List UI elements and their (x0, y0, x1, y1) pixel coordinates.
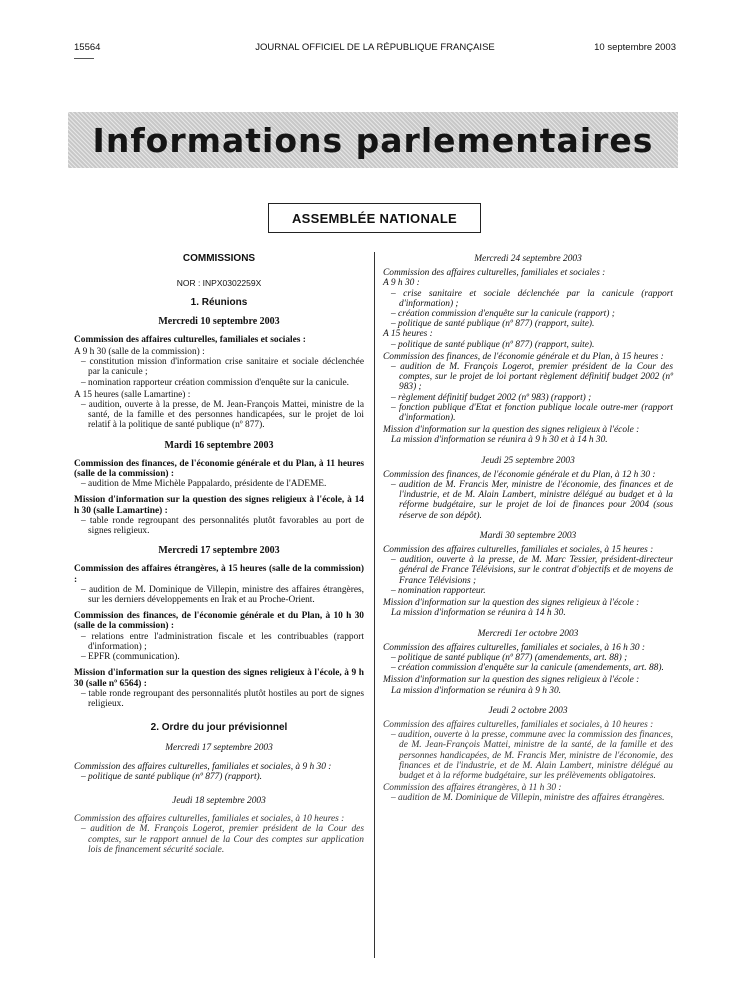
agenda-item: – audition de Mme Michèle Pappalardo, présidente de l'ADEME. (81, 479, 327, 490)
agenda-item: – règlement définitif budget 2002 (nº 983) (rapport) ; (391, 392, 592, 403)
commission-title: Mission d'information sur la question des signes religieux à l'école : (383, 425, 640, 436)
banner-title: Informations parlementaires (92, 120, 654, 160)
chamber-title: ASSEMBLÉE NATIONALE (291, 210, 458, 226)
commission-title: Commission des affaires culturelles, familiales et sociales, à 16 h 30 : (383, 642, 646, 653)
agenda-item: – audition de M. Francis Mer, ministre de l'économie, des finances et de l'industrie, et de M. Alain Lambert, ministre délégué au budget et à la réforme budgétaire, sur le projet de loi de finances pour 2004 (sous réserve de son dépôt). (391, 480, 673, 521)
page-number: 15564 (74, 42, 101, 53)
agenda-item: – création commission d'enquête sur la canicule (amendements, art. 88). (391, 663, 664, 674)
agenda-line: A 15 heures (salle Lamartine) : (74, 389, 191, 400)
commission-title: Commission des affaires étrangères, à 11 h 30 : (383, 783, 562, 794)
agenda-item: – EPFR (communication). (81, 652, 180, 663)
agenda-item: – création commission d'enquête sur la canicule (rapport) ; (391, 309, 615, 320)
agenda-item: – audition, ouverte à la presse, de M. Jean-François Mattei, ministre de la santé, de la famille et des personnes handicapées, sur le projet de loi relatif à la politique de santé publique (nº 877). (81, 400, 364, 431)
day-heading: Jeudi 25 septembre 2003 (481, 455, 575, 466)
agenda-item: – nomination rapporteur création commission d'enquête sur la canicule. (81, 377, 350, 388)
commission-title: Commission des affaires culturelles, familiales et sociales, à 10 heures : (74, 814, 345, 825)
agenda-item: La mission d'information se réunira à 9 h 30 et à 14 h 30. (391, 435, 608, 446)
agenda-item: – audition de M. François Logerot, premier président de la Cour des comptes, sur le rapport annuel de la Cour des comptes sur application lois de financement sécurité sociale. (81, 824, 364, 855)
commission-title: Commission des affaires culturelles, familiales et sociales, à 9 h 30 : (74, 761, 332, 772)
agenda-item: – audition de M. Dominique de Villepin, ministre des affaires étrangères, sur les derniers développements en Irak et au Proche-Orient. (81, 584, 364, 606)
agenda-item: – crise sanitaire et sociale déclenchée par la canicule (rapport d'information) ; (391, 288, 673, 309)
agenda-item: – politique de santé publique (nº 877) (rapport, suite). (391, 319, 595, 330)
commission-title: Commission des affaires culturelles, familiales et sociales : (74, 334, 306, 345)
issue-date: 10 septembre 2003 (594, 42, 676, 53)
commission-title: Commission des finances, de l'économie générale et du Plan, à 15 heures : (383, 351, 664, 362)
left-column (74, 254, 364, 855)
agenda-item: – politique de santé publique (nº 877) (rapport). (81, 771, 263, 782)
agenda-item: – table ronde regroupant des personnalités plutôt favorables au port de signes religieux. (81, 515, 364, 537)
day-heading: Mardi 30 septembre 2003 (479, 530, 577, 541)
commission-title: Commission des affaires étrangères, à 15 heures (salle de la commission) : (74, 564, 364, 585)
commission-title: Mission d'information sur la question des signes religieux à l'école : (383, 675, 640, 686)
agenda-item: – politique de santé publique (nº 877) (amendements, art. 88) ; (391, 652, 628, 663)
day-heading: Jeudi 18 septembre 2003 (172, 795, 266, 806)
commission-title: Mission d'information sur la question des signes religieux à l'école : (383, 598, 640, 609)
day-heading: Jeudi 2 octobre 2003 (488, 705, 568, 716)
chamber-box (268, 203, 481, 233)
section-banner (68, 112, 678, 168)
agenda-item: La mission d'information se réunira à 9 h 30. (391, 685, 561, 696)
header-rule (74, 58, 94, 59)
day-heading: Mercredi 10 septembre 2003 (158, 315, 280, 327)
agenda-item: – audition de M. Dominique de Villepin, ministre des affaires étrangères. (391, 793, 665, 804)
agenda-item: – constitution mission d'information crise sanitaire et sociale déclenchée par la canicule ; (81, 357, 364, 378)
agenda-item: – nomination rapporteur. (391, 585, 486, 596)
commission-title: Mission d'information sur la question des signes religieux à l'école, à 9 h 30 (salle nº 6564) : (74, 668, 364, 689)
agenda-item: – audition, ouverte à la presse, commune avec la commission des finances, de M. Jean-François Mattei, ministre de la santé, de la famille et des personnes handicapées, de M. Francis Mer, ministre de l'économie, des finances et de l'industrie, et de M. Alain Lambert, ministre délégué au budget et à la réforme budgétaire, sur les prélèvements obligatoires. (391, 730, 673, 781)
commissions-heading: COMMISSIONS (182, 253, 256, 264)
commission-title: Commission des finances, de l'économie générale et du Plan, à 10 h 30 (salle de la commission) : (74, 611, 364, 632)
day-heading: Mercredi 17 septembre 2003 (158, 545, 280, 557)
agenda-item: – audition de M. François Logerot, premier président de la Cour des comptes, sur le projet de loi portant règlement définitif budget 2002 (nº 983) ; (391, 362, 673, 393)
commission-title: Mission d'information sur la question des signes religieux à l'école, à 14 h 30 (salle Lamartine) : (74, 495, 364, 516)
agenda-item: La mission d'information se réunira à 14 h 30. (391, 608, 566, 619)
commission-title: Commission des affaires culturelles, familiales et sociales : (383, 268, 606, 279)
agenda-item: – audition, ouverte à la presse, de M. Marc Tessier, président-directeur général de France Télévisions, sur le contrat d'objectifs et de moyens de France Télévisions ; (391, 555, 673, 586)
commission-title: Commission des finances, de l'économie générale et du Plan, à 12 h 30 : (383, 469, 656, 480)
nor-reference: NOR : INPX0302259X (176, 278, 262, 289)
commission-title: Commission des affaires culturelles, familiales et sociales, à 15 heures : (383, 545, 654, 556)
agenda-line: A 9 h 30 (salle de la commission) : (74, 347, 205, 358)
journal-title: JOURNAL OFFICIEL DE LA RÉPUBLIQUE FRANÇAISE (255, 42, 495, 53)
day-heading: Mardi 16 septembre 2003 (164, 439, 274, 451)
agenda-item: – table ronde regroupant des personnalités plutôt hostiles au port de signes religieux. (81, 688, 364, 709)
running-head (74, 42, 676, 56)
agenda-line: A 9 h 30 : (383, 278, 420, 289)
agenda-item: – relations entre l'administration fiscale et les contribuables (rapport d'information) ; (81, 631, 364, 652)
agenda-item: – fonction publique d'Etat et fonction publique locale outre-mer (rapport d'information). (391, 402, 673, 424)
agenda-item: – politique de santé publique (nº 877) (rapport, suite). (391, 339, 595, 350)
agenda-line: A 15 heures : (383, 329, 433, 340)
day-heading: Mercredi 1er octobre 2003 (477, 628, 579, 639)
day-heading: Mercredi 24 septembre 2003 (474, 254, 582, 264)
commission-title: Commission des finances, de l'économie générale et du Plan, à 11 heures (salle de la commission) : (74, 458, 364, 480)
right-column (383, 254, 673, 804)
day-heading: Mercredi 17 septembre 2003 (165, 743, 273, 754)
column-divider (374, 252, 375, 958)
section-ordre-du-jour: 2. Ordre du jour prévisionnel (150, 722, 288, 734)
section-reunions: 1. Réunions (190, 297, 248, 309)
commission-title: Commission des affaires culturelles, familiales et sociales, à 10 heures : (383, 719, 654, 730)
